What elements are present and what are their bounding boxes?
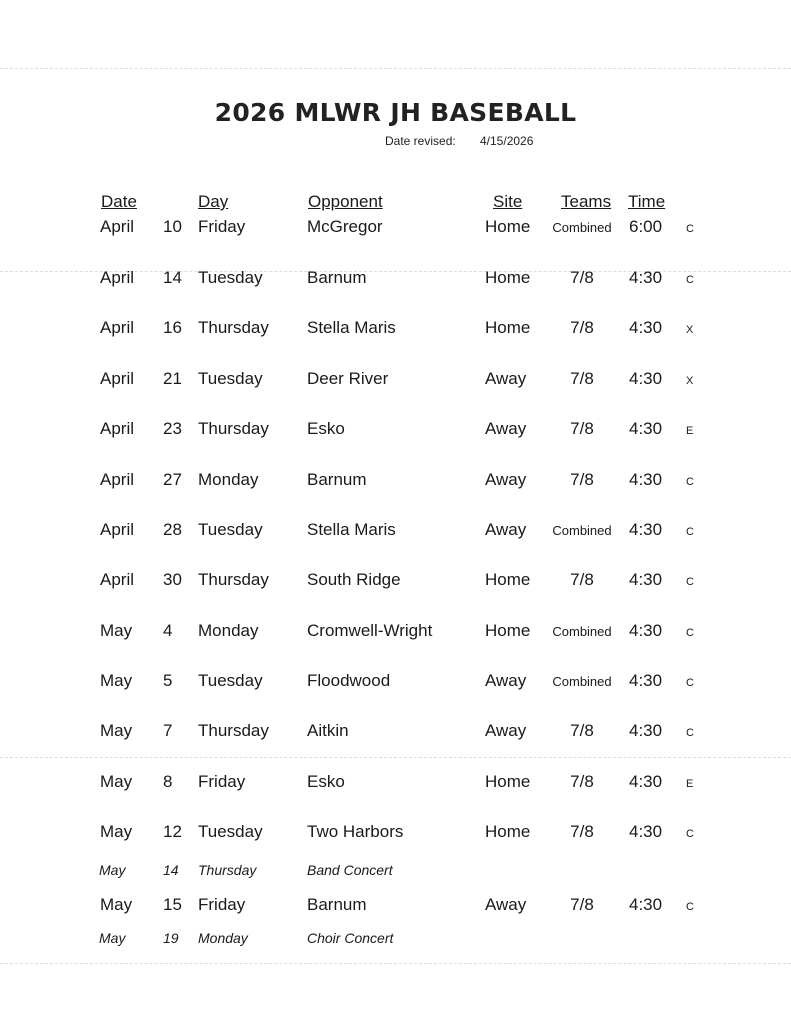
cell-site: Home [485, 318, 531, 337]
cell-teams: 7/8 [570, 369, 594, 388]
cell-code: C [686, 223, 694, 235]
cell-site: Home [485, 217, 531, 236]
cell-code: C [686, 526, 694, 538]
cell-date-number: 14 [163, 268, 182, 287]
cell-month: April [100, 470, 135, 489]
cell-day: Thursday [198, 318, 269, 337]
cell-day: Friday [198, 772, 246, 791]
cell-teams: 7/8 [570, 419, 594, 438]
cell-date-number: 30 [163, 570, 182, 589]
scan-artifact-top [0, 68, 791, 69]
cell-month: May [100, 621, 133, 640]
cell-day: Thursday [198, 721, 269, 740]
cell-time: 4:30 [629, 895, 663, 914]
cell-day: Tuesday [198, 520, 263, 539]
cell-time: 4:30 [629, 520, 663, 539]
cell-teams: 7/8 [570, 470, 594, 489]
cell-teams: Combined [552, 674, 612, 689]
cell-teams: 7/8 [570, 570, 594, 589]
cell-teams: 7/8 [570, 772, 594, 791]
cell-opponent: Two Harbors [307, 822, 404, 841]
cell-date-number: 28 [163, 520, 182, 539]
cell-opponent: Stella Maris [307, 520, 396, 539]
cell-month: April [100, 419, 135, 438]
cell-code: X [686, 375, 694, 387]
cell-date-number: 14 [163, 862, 179, 878]
cell-site: Away [485, 419, 527, 438]
cell-time: 4:30 [629, 470, 663, 489]
cell-teams: 7/8 [570, 268, 594, 287]
cell-day: Tuesday [198, 822, 263, 841]
cell-time: 4:30 [629, 268, 663, 287]
cell-teams: Combined [552, 523, 612, 538]
cell-opponent: McGregor [307, 217, 383, 236]
header-site: Site [493, 192, 523, 211]
cell-day: Friday [198, 217, 246, 236]
cell-date-number: 16 [163, 318, 182, 337]
header-opponent: Opponent [308, 192, 383, 211]
cell-date-number: 5 [163, 671, 173, 690]
cell-site: Home [485, 822, 531, 841]
cell-day: Monday [198, 621, 259, 640]
cell-month: May [100, 772, 133, 791]
header-time: Time [628, 192, 666, 211]
cell-time: 4:30 [629, 621, 663, 640]
cell-day: Monday [198, 930, 248, 946]
cell-site: Away [485, 895, 527, 914]
cell-code: C [686, 576, 694, 588]
cell-day: Tuesday [198, 671, 263, 690]
cell-month: April [100, 318, 135, 337]
cell-date-number: 8 [163, 772, 173, 791]
cell-opponent: Band Concert [307, 862, 393, 878]
cell-day: Thursday [198, 570, 269, 589]
cell-opponent: South Ridge [307, 570, 401, 589]
cell-date-number: 4 [163, 621, 173, 640]
cell-teams: 7/8 [570, 822, 594, 841]
cell-opponent: Barnum [307, 470, 367, 489]
cell-opponent: Stella Maris [307, 318, 396, 337]
cell-day: Friday [198, 895, 246, 914]
cell-opponent: Choir Concert [307, 930, 394, 946]
cell-time: 4:30 [629, 369, 663, 388]
cell-teams: Combined [552, 624, 612, 639]
cell-time: 4:30 [629, 822, 663, 841]
scan-artifact-lower [0, 757, 791, 758]
cell-time: 4:30 [629, 772, 663, 791]
date-revised-label: Date revised: [385, 134, 456, 148]
cell-code: E [686, 425, 694, 437]
cell-opponent: Barnum [307, 268, 367, 287]
cell-code: X [686, 324, 694, 336]
cell-code: C [686, 727, 694, 739]
cell-code: E [686, 778, 694, 790]
cell-code: C [686, 677, 694, 689]
cell-site: Away [485, 671, 527, 690]
cell-date-number: 12 [163, 822, 182, 841]
cell-code: C [686, 274, 694, 286]
cell-time: 4:30 [629, 671, 663, 690]
header-date: Date [101, 192, 137, 211]
cell-date-number: 21 [163, 369, 182, 388]
header-teams: Teams [561, 192, 612, 211]
cell-month: April [100, 268, 135, 287]
cell-date-number: 10 [163, 217, 182, 236]
cell-teams: 7/8 [570, 895, 594, 914]
cell-opponent: Aitkin [307, 721, 349, 740]
cell-site: Home [485, 772, 531, 791]
cell-month: May [100, 721, 133, 740]
cell-month: April [100, 217, 135, 236]
date-revised-value: 4/15/2026 [480, 134, 534, 148]
scan-artifact-bottom [0, 963, 791, 964]
cell-site: Away [485, 470, 527, 489]
cell-code: C [686, 901, 694, 913]
cell-opponent: Floodwood [307, 671, 391, 690]
cell-time: 4:30 [629, 318, 663, 337]
cell-date-number: 23 [163, 419, 182, 438]
cell-day: Tuesday [198, 268, 263, 287]
cell-teams: 7/8 [570, 721, 594, 740]
cell-day: Thursday [198, 862, 257, 878]
cell-month: May [99, 862, 126, 878]
cell-day: Monday [198, 470, 259, 489]
cell-date-number: 27 [163, 470, 182, 489]
cell-code: C [686, 627, 694, 639]
header-day: Day [198, 192, 229, 211]
cell-day: Tuesday [198, 369, 263, 388]
cell-month: May [100, 822, 133, 841]
cell-site: Away [485, 369, 527, 388]
cell-time: 6:00 [629, 217, 663, 236]
cell-opponent: Deer River [307, 369, 389, 388]
cell-time: 4:30 [629, 570, 663, 589]
page-title: 2026 MLWR JH BASEBALL [214, 98, 577, 127]
cell-site: Home [485, 570, 531, 589]
cell-month: April [100, 570, 135, 589]
cell-month: May [100, 895, 133, 914]
cell-code: C [686, 828, 694, 840]
cell-time: 4:30 [629, 419, 663, 438]
cell-opponent: Esko [307, 772, 345, 791]
cell-month: May [100, 671, 133, 690]
cell-time: 4:30 [629, 721, 663, 740]
cell-opponent: Cromwell-Wright [307, 621, 433, 640]
cell-teams: 7/8 [570, 318, 594, 337]
cell-month: April [100, 520, 135, 539]
cell-site: Home [485, 621, 531, 640]
cell-code: C [686, 476, 694, 488]
cell-teams: Combined [552, 220, 612, 235]
cell-date-number: 19 [163, 930, 179, 946]
cell-site: Away [485, 721, 527, 740]
cell-site: Home [485, 268, 531, 287]
cell-month: May [99, 930, 126, 946]
cell-site: Away [485, 520, 527, 539]
cell-month: April [100, 369, 135, 388]
cell-date-number: 15 [163, 895, 182, 914]
cell-day: Thursday [198, 419, 269, 438]
cell-date-number: 7 [163, 721, 173, 740]
cell-opponent: Esko [307, 419, 345, 438]
cell-opponent: Barnum [307, 895, 367, 914]
